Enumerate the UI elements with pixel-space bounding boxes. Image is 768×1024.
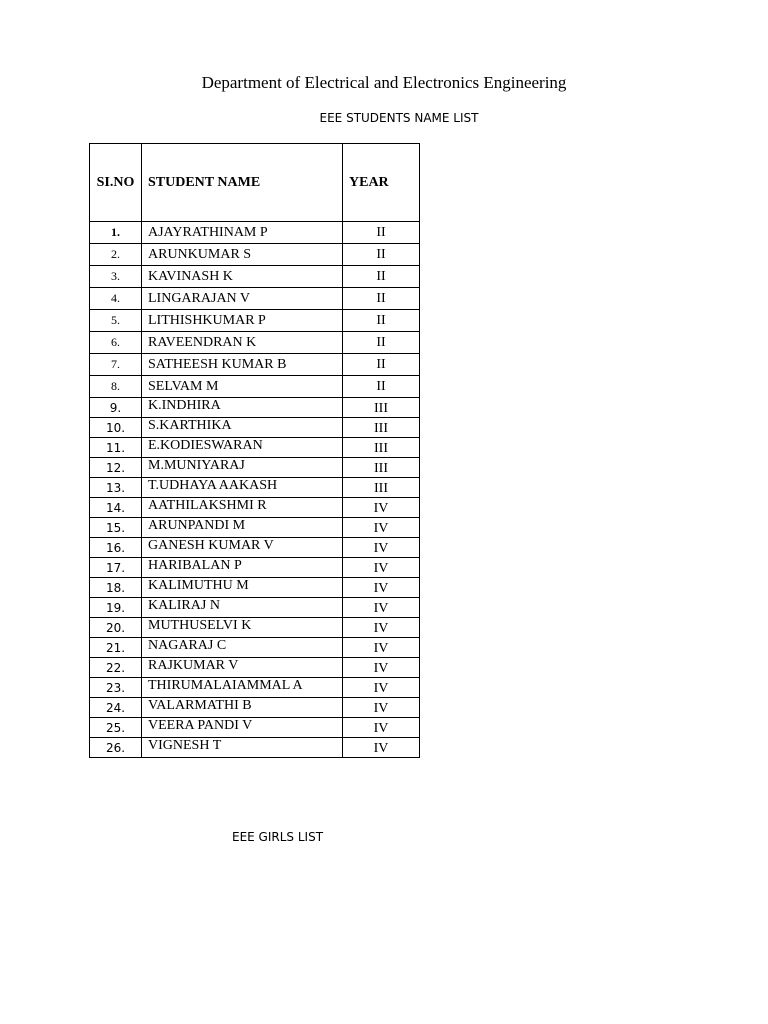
cell-sino: 9. [90,398,142,418]
table-row [90,498,420,518]
cell-year: II [343,222,420,244]
cell-student-name: S.KARTHIKA [142,418,343,438]
table-row [90,678,420,698]
cell-sino: 7. [90,354,142,376]
cell-year: II [343,266,420,288]
cell-sino: 4. [90,288,142,310]
cell-year: IV [343,698,420,718]
cell-student-name: K.INDHIRA [142,398,343,418]
cell-year: II [343,354,420,376]
table-row [90,332,420,354]
document-title: Department of Electrical and Electronics Engineering [201,73,567,92]
cell-student-name: THIRUMALAIAMMAL A [142,678,343,698]
cell-student-name: MUTHUSELVI K [142,618,343,638]
table-row [90,638,420,658]
cell-year: IV [343,498,420,518]
table-row [90,518,420,538]
cell-sino: 17. [90,558,142,578]
cell-year: III [343,478,420,498]
table-row [90,578,420,598]
cell-student-name: LINGARAJAN V [142,288,343,310]
cell-sino: 3. [90,266,142,288]
table-row [90,310,420,332]
cell-student-name: VALARMATHI B [142,698,343,718]
cell-student-name: E.KODIESWARAN [142,438,343,458]
table-row [90,244,420,266]
list-subtitle: EEE STUDENTS NAME LIST [319,111,479,125]
table-row [90,618,420,638]
cell-sino: 22. [90,658,142,678]
cell-sino: 21. [90,638,142,658]
cell-sino: 8. [90,376,142,398]
cell-student-name: VEERA PANDI V [142,718,343,738]
cell-student-name: VIGNESH T [142,738,343,758]
cell-sino: 26. [90,738,142,758]
cell-student-name: KALIRAJ N [142,598,343,618]
cell-sino: 14. [90,498,142,518]
cell-sino: 24. [90,698,142,718]
cell-year: IV [343,738,420,758]
cell-student-name: KALIMUTHU M [142,578,343,598]
table-row [90,398,420,418]
cell-year: IV [343,618,420,638]
table-row [90,376,420,398]
cell-year: IV [343,658,420,678]
cell-student-name: SATHEESH KUMAR B [142,354,343,376]
cell-student-name: KAVINASH K [142,266,343,288]
cell-year: III [343,458,420,478]
cell-student-name: ARUNKUMAR S [142,244,343,266]
cell-sino: 19. [90,598,142,618]
cell-student-name: T.UDHAYA AAKASH [142,478,343,498]
cell-student-name: LITHISHKUMAR P [142,310,343,332]
cell-sino: 12. [90,458,142,478]
cell-year: IV [343,678,420,698]
table-row [90,738,420,758]
table-row [90,598,420,618]
cell-year: IV [343,558,420,578]
girls-list-label: EEE GIRLS LIST [232,830,324,844]
cell-year: III [343,438,420,458]
table-row [90,558,420,578]
table-row [90,438,420,458]
cell-year: IV [343,538,420,558]
cell-student-name: HARIBALAN P [142,558,343,578]
table-row [90,288,420,310]
cell-sino: 10. [90,418,142,438]
cell-sino: 11. [90,438,142,458]
cell-year: II [343,376,420,398]
table-row [90,658,420,678]
cell-sino: 6. [90,332,142,354]
table-row [90,718,420,738]
cell-year: II [343,310,420,332]
cell-student-name: AATHILAKSHMI R [142,498,343,518]
table-header-row [90,144,420,222]
cell-year: IV [343,518,420,538]
cell-sino: 5. [90,310,142,332]
cell-sino: 15. [90,518,142,538]
cell-year: II [343,332,420,354]
cell-student-name: NAGARAJ C [142,638,343,658]
cell-student-name: SELVAM M [142,376,343,398]
cell-year: II [343,288,420,310]
cell-year: III [343,398,420,418]
table-row [90,266,420,288]
cell-sino: 20. [90,618,142,638]
cell-sino: 13. [90,478,142,498]
table-row [90,222,420,244]
cell-year: IV [343,638,420,658]
cell-sino: 25. [90,718,142,738]
table-row [90,538,420,558]
cell-sino: 23. [90,678,142,698]
cell-year: IV [343,718,420,738]
cell-year: IV [343,598,420,618]
header-year: YEAR [343,144,420,222]
table-row [90,478,420,498]
cell-student-name: M.MUNIYARAJ [142,458,343,478]
cell-student-name: ARUNPANDI M [142,518,343,538]
cell-sino: 2. [90,244,142,266]
table-row [90,698,420,718]
cell-sino: 18. [90,578,142,598]
cell-sino: 1. [90,222,142,244]
cell-student-name: RAVEENDRAN K [142,332,343,354]
header-sino: SI.NO [90,144,142,222]
table-row [90,418,420,438]
cell-student-name: RAJKUMAR V [142,658,343,678]
cell-year: IV [343,578,420,598]
cell-student-name: GANESH KUMAR V [142,538,343,558]
cell-year: III [343,418,420,438]
cell-sino: 16. [90,538,142,558]
table-row [90,354,420,376]
student-table [89,143,420,758]
cell-year: II [343,244,420,266]
header-student-name: STUDENT NAME [142,144,343,222]
table-row [90,458,420,478]
cell-student-name: AJAYRATHINAM P [142,222,343,244]
